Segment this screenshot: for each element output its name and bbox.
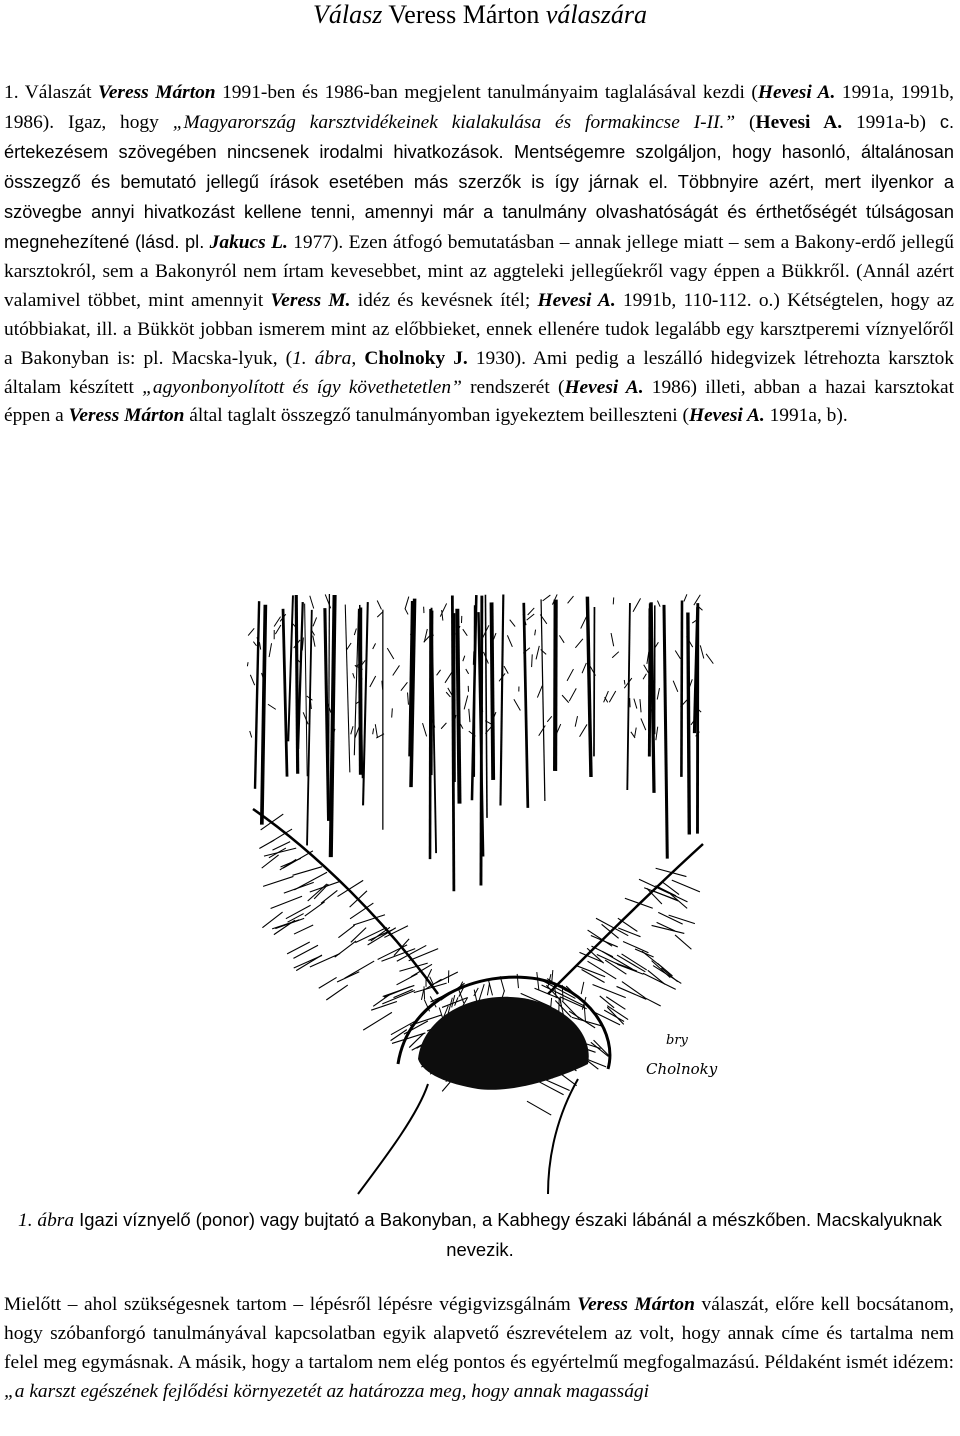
p1-text: c. értekezésem szövegében nincsenek irodalmi hivatkozások. Mentségemre szolgáljon, hogy hasonló, általánosan összegző és bemutató jellegű írások esetében más szerzők is így járnak el. Többnyire azért, mert ilyenkor a szövegbe annyi hivatkozást kellene tenni, amennyi már a tanulmány olvashatóságát és érthetőségét túlságosan megnehezítené (lásd. pl. (4, 111, 954, 252)
tree-trunk (298, 602, 303, 749)
foliage-stroke (269, 643, 271, 657)
hatch-stroke (263, 876, 293, 886)
foliage-stroke (408, 693, 409, 705)
foliage-stroke (657, 688, 659, 699)
title-part-3: válaszára (545, 0, 647, 29)
foliage-stroke (684, 594, 687, 601)
hatch-stroke (310, 881, 341, 892)
hatch-stroke (652, 925, 685, 933)
foliage-stroke (464, 696, 468, 710)
hatch-stroke (294, 925, 313, 934)
hatch-stroke (623, 941, 648, 952)
tree-trunk (283, 609, 287, 777)
foliage-stroke (405, 609, 408, 615)
foliage-stroke (377, 601, 381, 610)
foliage-stroke (247, 662, 248, 666)
foliage-stroke (382, 681, 383, 690)
hatch-stroke (310, 953, 340, 967)
hatch-stroke (397, 974, 418, 985)
p1-text: idéz és kevésnek ítél; (350, 289, 538, 311)
hatch-stroke (305, 902, 325, 916)
tree-trunk (651, 602, 654, 793)
ponor-illustration (248, 594, 718, 1196)
hatch-stroke (393, 989, 412, 997)
tree-trunk (430, 609, 431, 859)
foliage-stroke (346, 643, 351, 650)
p1-text: ( (735, 111, 756, 133)
foliage-stroke (612, 652, 619, 658)
hatch-stroke (575, 965, 605, 976)
tree-trunk (432, 611, 433, 775)
tree-trunk (627, 603, 630, 790)
foliage-stroke (604, 691, 609, 702)
p1-text: 1991b, 110-112. o.) Kétségtelen, hogy az utóbbiakat, ill. a Bükköt jobban ismerem mint az előbbieket, ennek ellenére tudok legalább egy karsztperemi víznyelőről a Bakonyban is: pl. Macska-lyuk, ( (4, 289, 954, 369)
foliage-stroke (537, 686, 542, 698)
foliage-stroke (373, 643, 376, 649)
tree-trunk (492, 602, 494, 780)
foliage-stroke (706, 654, 713, 664)
hatch-stroke (588, 961, 617, 979)
p2-text: Mielőtt – ahol szükségesnek tartom – lépésről lépésre végigvizsgálnám (4, 1294, 578, 1315)
title-part-1: Válasz (313, 0, 383, 29)
quote: „a karszt egészének fejlődési környezetét az határozza meg, hogy annak magassági (4, 1380, 650, 1402)
hatch-stroke (326, 985, 347, 1000)
foliage-stroke (250, 675, 254, 685)
signature (646, 1033, 718, 1078)
hatch-stroke (271, 896, 302, 908)
foliage-stroke (401, 682, 408, 690)
p1-text: 1991a-b) (842, 111, 940, 133)
tree-trunk (331, 595, 335, 857)
foliage-stroke (494, 633, 496, 639)
tree-trunk (360, 609, 361, 775)
signature-text: Cholnoky (646, 1060, 718, 1078)
foliage-stroke (575, 716, 577, 727)
hatch-stroke (604, 1010, 624, 1021)
foliage-stroke (463, 629, 468, 636)
author-ref: Veress Márton (98, 82, 216, 103)
hatch-stroke (308, 884, 327, 901)
foliage-stroke (673, 681, 678, 692)
rock-stroke (424, 986, 425, 999)
rock-stroke (584, 1005, 585, 1022)
path-right-edge (548, 1079, 578, 1194)
author-ref: Cholnoky J. (364, 347, 468, 369)
foliage-stroke (353, 673, 355, 678)
foliage-stroke (543, 595, 551, 601)
author-ref: Hevesi A. (688, 405, 765, 427)
tree-trunk (524, 603, 528, 808)
foliage-stroke (441, 723, 446, 729)
hatch-stroke (292, 867, 322, 876)
tree-trunk (363, 602, 368, 805)
author-ref: Jakucs L. (204, 231, 288, 253)
author-ref: Veress M. (270, 289, 351, 311)
hatch-stroke (591, 1042, 609, 1056)
p1-text: , (351, 347, 365, 369)
hatch-stroke (675, 935, 691, 949)
hatch-stroke (335, 941, 356, 957)
caption-label: 1. ábra (18, 1210, 75, 1231)
foliage-stroke (657, 601, 660, 607)
hatch-stroke (607, 1007, 624, 1024)
author-ref: Veress Márton (68, 405, 185, 427)
foliage-stroke (539, 725, 546, 735)
foliage-stroke (567, 669, 573, 681)
tree-trunk (288, 595, 293, 741)
paragraph-1 (4, 79, 954, 431)
p1-text: 1977). Ezen átfogó bemutatásban – annak jellege miatt – sem a Bakony-erdő jellegű karsztokról, sem a Bakonyról nem írtam kevesebbet, mint az aggteleki jellegűekről vagy éppen a Bükkről. (Annál azért valamivel többet, mint amennyit (4, 231, 954, 311)
title-part-2: Veress Márton (388, 0, 540, 29)
foliage-stroke (507, 635, 512, 647)
forest-trees (247, 594, 713, 891)
p1-text: rendszerét ( (461, 376, 565, 398)
foliage-stroke (575, 639, 583, 648)
author-ref: Hevesi A. (564, 376, 644, 398)
hatch-stroke (321, 890, 337, 903)
hatch-stroke (605, 960, 626, 974)
foliage-stroke (354, 628, 356, 635)
tree-trunk (305, 604, 308, 777)
book-title: „Magyarország karsztvidékeinek kialakulása és formakincse I-II.” (172, 111, 736, 133)
foliage-stroke (274, 617, 280, 627)
foliage-stroke (582, 663, 586, 673)
page-title (0, 0, 960, 30)
author-ref: Veress Márton (577, 1294, 695, 1315)
foliage-stroke (532, 654, 533, 667)
foliage-stroke (466, 669, 469, 674)
foliage-stroke (580, 724, 587, 736)
tree-trunk (255, 601, 259, 789)
author-ref: Hevesi A. (755, 111, 843, 133)
foliage-stroke (634, 699, 637, 709)
hatch-stroke (262, 912, 282, 928)
hatch-stroke (272, 842, 290, 851)
foliage-stroke (393, 665, 400, 675)
hatch-stroke (363, 1012, 392, 1030)
rock-stroke (537, 972, 539, 990)
paragraph-2 (4, 1291, 954, 1407)
p1-text: által taglalt összegző tanulmányomban igyekeztem beilleszteni ( (184, 405, 689, 427)
hatch-stroke (351, 928, 366, 943)
tree-trunk (664, 605, 667, 859)
hatch-stroke (338, 925, 354, 937)
hatch-stroke (435, 972, 457, 983)
foliage-stroke (392, 708, 393, 717)
foliage-stroke (437, 670, 441, 675)
foliage-stroke (569, 688, 576, 701)
hatch-stroke (539, 1082, 564, 1095)
hatch-stroke (399, 963, 427, 971)
hatch-stroke (345, 961, 375, 978)
foliage-stroke (536, 646, 539, 659)
hatch-stroke (294, 955, 322, 967)
quote: „agyonbonyolított és így követhetetlen” (142, 376, 462, 398)
foliage-stroke (643, 674, 646, 680)
foliage-stroke (528, 608, 535, 615)
p2-text: válaszát, előre kell bocsátanom, hogy szóbanforgó tanulmányával kapcsolatban egyik alapvető észrevételem az volt, hogy annak címe és tartalma nem felel meg egymásnak. A másik, hogy a tartalom nem elég pontos és egyértelmű megfogalmazású. Példaként ismét idézem: (4, 1294, 954, 1373)
foliage-stroke (510, 620, 515, 627)
hatch-stroke (264, 848, 296, 856)
foliage-stroke (351, 726, 353, 734)
foliage-stroke (463, 656, 465, 661)
hatch-stroke (527, 1101, 551, 1115)
tree-trunk (587, 597, 591, 777)
p1-text: 1991-ben és 1986-ban megjelent tanulmányaim taglalásával kezdi ( (215, 82, 758, 103)
tree-trunk (500, 594, 503, 805)
foliage-stroke (248, 628, 254, 635)
ravine-left-edge (253, 809, 438, 994)
foliage-stroke (370, 676, 376, 687)
tree-trunk (485, 595, 487, 818)
hatch-stroke (280, 859, 296, 870)
caption-text: Igazi víznyelő (ponor) vagy bujtató a Bakonyban, a Kabhegy északi lábánál a mészkőben. Macskalyuknak nevezik. (74, 1209, 942, 1260)
foliage-stroke (514, 699, 521, 710)
foliage-stroke (303, 712, 308, 724)
hatch-stroke (593, 985, 626, 998)
foliage-stroke (440, 603, 446, 616)
foliage-stroke (633, 598, 641, 611)
rock-stroke (479, 984, 484, 1001)
hatch-stroke (409, 949, 438, 961)
foliage-stroke (268, 704, 276, 709)
foliage-stroke (259, 642, 260, 649)
foliage-stroke (405, 597, 409, 610)
hatch-stroke (337, 972, 359, 982)
tree-trunk (541, 599, 545, 801)
path-left-edge (358, 1084, 428, 1194)
hatch-stroke (582, 969, 605, 982)
foliage-stroke (631, 732, 635, 738)
foliage-stroke (313, 636, 315, 647)
foliage-stroke (423, 723, 427, 736)
hatch-stroke (272, 920, 299, 929)
foliage-stroke (700, 645, 704, 658)
foliage-stroke (547, 716, 552, 721)
hatch-stroke (657, 922, 675, 931)
p1-text: 1930). Ami pedig a leszálló hidegvizek létrehozta karsztok általam készített (4, 347, 954, 398)
foliage-stroke (460, 724, 463, 729)
foliage-stroke (375, 724, 377, 738)
foliage-stroke (609, 691, 615, 702)
foliage-stroke (373, 728, 374, 734)
author-ref: Hevesi A. (537, 289, 616, 311)
foliage-stroke (656, 727, 658, 740)
hatch-stroke (615, 963, 637, 971)
signature-mark: bry (666, 1033, 688, 1048)
foliage-stroke (559, 635, 564, 642)
foliage-stroke (387, 648, 393, 659)
hatch-stroke (643, 997, 660, 1006)
p1-text: 1986) illeti, abban a hazai karsztokat éppen a (4, 376, 954, 427)
foliage-stroke (562, 695, 569, 702)
author-ref: Hevesi A. (757, 82, 836, 103)
figure-ref: 1. ábra (292, 347, 352, 369)
foliage-stroke (611, 633, 614, 646)
foliage-stroke (635, 728, 637, 737)
tree-trunk (262, 605, 266, 825)
foliage-stroke (275, 625, 281, 634)
foliage-stroke (675, 650, 680, 658)
foliage-stroke (640, 699, 641, 712)
hatch-stroke (622, 982, 645, 998)
foliage-stroke (641, 718, 646, 730)
hatch-stroke (672, 880, 700, 892)
tree-trunk (555, 600, 556, 771)
foliage-stroke (313, 617, 317, 626)
tree-trunk (688, 613, 689, 835)
foliage-stroke (310, 596, 314, 609)
foliage-stroke (624, 680, 625, 685)
foliage-stroke (504, 666, 508, 674)
p1-text: 1. Válaszát (4, 82, 99, 103)
p1-text: 1991a, b). (764, 405, 848, 427)
foliage-stroke (469, 709, 470, 722)
rock-stroke (581, 982, 584, 994)
hatch-stroke (293, 945, 318, 958)
tree-trunk (681, 600, 682, 776)
foliage-stroke (250, 731, 252, 737)
hatch-stroke (642, 951, 664, 968)
foliage-stroke (644, 665, 649, 673)
figure-caption (0, 1206, 960, 1266)
hatch-stroke (319, 977, 337, 988)
hatch-stroke (663, 882, 679, 894)
foliage-stroke (535, 630, 536, 636)
p1-text: 1991a, 1991b, 1986). Igaz, hogy (4, 82, 954, 133)
tree-trunk (457, 609, 459, 804)
tree-trunk (345, 605, 350, 773)
foliage-stroke (581, 616, 587, 628)
hatch-stroke (382, 990, 415, 1003)
tree-trunk (452, 596, 454, 892)
foliage-stroke (568, 596, 574, 603)
tree-trunk (307, 610, 312, 846)
foliage-stroke (253, 642, 256, 646)
foliage-stroke (446, 692, 450, 697)
